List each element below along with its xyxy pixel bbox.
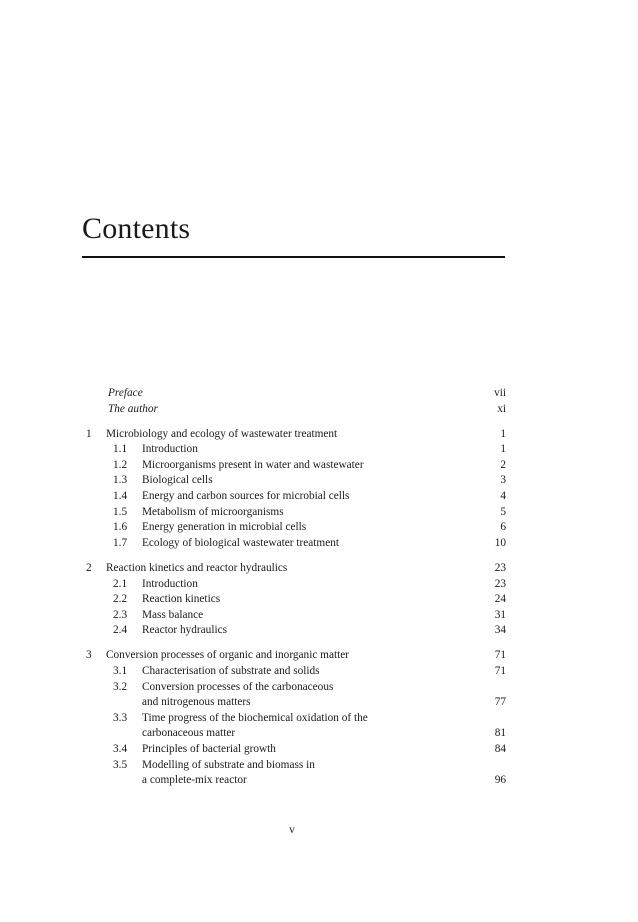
section-entry-continuation[interactable] <box>86 695 506 711</box>
section-number: 2.1 <box>113 577 128 590</box>
section-entry-continuation[interactable] <box>86 726 506 742</box>
section-title: Metabolism of microorganisms <box>142 505 284 518</box>
entry-page: vii <box>494 387 506 399</box>
section-page: 2 <box>500 458 506 471</box>
section-entry[interactable] <box>86 536 506 552</box>
section-title: Characterisation of substrate and solids <box>142 665 320 677</box>
section-entry[interactable] <box>86 489 506 505</box>
section-title: Ecology of biological wastewater treatment <box>142 536 339 549</box>
front-matter-entry[interactable] <box>86 386 506 402</box>
section-page: 1 <box>500 443 506 456</box>
chapter-number: 2 <box>86 561 92 574</box>
section-title: Biological cells <box>142 474 213 487</box>
section-entry[interactable] <box>86 592 506 608</box>
page-title: Contents <box>82 212 191 245</box>
section-number: 1.6 <box>113 521 128 534</box>
section-number: 1.7 <box>113 536 128 549</box>
section-title: Conversion processes of the carbonaceous <box>142 680 334 693</box>
section-number: 1.1 <box>113 443 128 456</box>
section-number: 1.4 <box>113 490 128 503</box>
section-page: 31 <box>494 608 506 621</box>
section-title: Energy generation in microbial cells <box>142 521 307 534</box>
section-title: a complete-mix reactor <box>142 774 247 787</box>
section-number: 3.2 <box>113 680 128 693</box>
section-title: Microorganisms present in water and wastewater <box>142 458 364 471</box>
chapter-spacer <box>86 639 506 649</box>
chapter-title: Reaction kinetics and reactor hydraulics <box>106 561 288 574</box>
section-page: 10 <box>494 536 506 549</box>
chapter-number: 1 <box>86 427 92 440</box>
chapter-entry[interactable] <box>86 648 506 664</box>
entry-title: Preface <box>108 387 143 399</box>
section-title: Time progress of the biochemical oxidation of the <box>142 711 368 724</box>
section-entry[interactable] <box>86 577 506 593</box>
entry-page: xi <box>497 402 506 415</box>
section-number: 3.3 <box>113 711 128 724</box>
section-number: 3.4 <box>113 742 128 755</box>
section-page: 77 <box>494 696 506 709</box>
section-title: Energy and carbon sources for microbial cells <box>142 490 350 503</box>
section-entry[interactable] <box>86 711 506 727</box>
section-title: Reaction kinetics <box>142 593 221 606</box>
section-number: 1.5 <box>113 505 128 518</box>
section-entry-continuation[interactable] <box>86 773 506 789</box>
title-rule <box>82 256 505 258</box>
chapter-title: Microbiology and ecology of wastewater treatment <box>106 427 338 440</box>
section-title: Modelling of substrate and biomass in <box>142 758 315 771</box>
section-number: 2.2 <box>113 593 128 606</box>
section-entry[interactable] <box>86 742 506 758</box>
section-page: 3 <box>500 474 506 487</box>
section-title: and nitrogenous matters <box>142 696 251 709</box>
section-page: 6 <box>500 521 506 534</box>
section-page: 34 <box>494 624 506 637</box>
chapter-page: 1 <box>500 427 506 440</box>
section-page: 71 <box>494 665 506 677</box>
section-entry[interactable] <box>86 458 506 474</box>
page-number: v <box>289 824 295 836</box>
section-entry[interactable] <box>86 623 506 639</box>
section-title: carbonaceous matter <box>142 727 236 740</box>
chapter-spacer <box>86 551 506 561</box>
chapter-page: 71 <box>494 649 506 662</box>
section-number: 1.2 <box>113 458 128 471</box>
entry-title: The author <box>108 402 158 415</box>
section-title: Reactor hydraulics <box>142 624 228 637</box>
section-number: 3.5 <box>113 758 128 771</box>
section-number: 1.3 <box>113 474 128 487</box>
section-title: Principles of bacterial growth <box>142 742 276 755</box>
section-entry[interactable] <box>86 758 506 774</box>
section-entry[interactable] <box>86 520 506 536</box>
section-entry[interactable] <box>86 505 506 521</box>
section-number: 3.1 <box>113 665 128 677</box>
section-number: 2.4 <box>113 624 128 637</box>
chapter-entry[interactable] <box>86 427 506 443</box>
front-matter-entry[interactable] <box>86 402 506 418</box>
section-entry[interactable] <box>86 680 506 696</box>
section-title: Introduction <box>142 577 198 590</box>
section-page: 4 <box>500 490 506 503</box>
section-title: Introduction <box>142 443 198 456</box>
section-page: 24 <box>494 593 506 606</box>
section-entry[interactable] <box>86 608 506 624</box>
section-page: 81 <box>494 727 506 740</box>
chapter-title: Conversion processes of organic and inorganic matter <box>106 649 350 662</box>
section-page: 96 <box>494 774 506 787</box>
section-number: 2.3 <box>113 608 128 621</box>
chapter-spacer <box>86 417 506 427</box>
section-entry[interactable] <box>86 664 506 680</box>
section-title: Mass balance <box>142 608 204 621</box>
section-entry[interactable] <box>86 442 506 458</box>
chapter-page: 23 <box>494 561 506 574</box>
section-entry[interactable] <box>86 473 506 489</box>
chapter-entry[interactable] <box>86 561 506 577</box>
table-of-contents <box>86 386 506 789</box>
chapter-number: 3 <box>86 649 92 662</box>
section-page: 84 <box>494 742 506 755</box>
section-page: 23 <box>494 577 506 590</box>
section-page: 5 <box>500 505 506 518</box>
